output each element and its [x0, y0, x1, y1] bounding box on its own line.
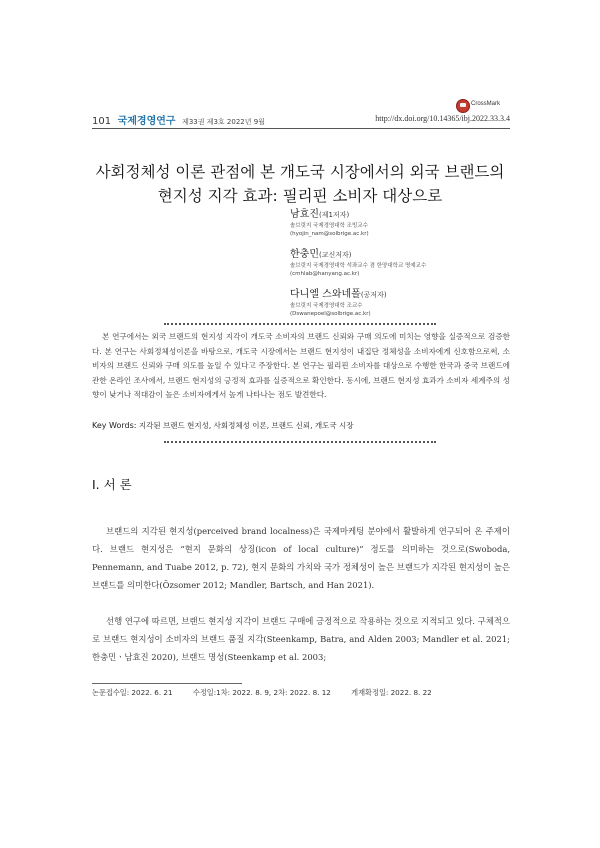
- body-paragraph-1: 브랜드의 지각된 현지성(perceived brand localness)은 국제마케팅 분야에서 활발하게 연구되어 온 주제이다. 브랜드 현지성은 “현지 문화의 상징(icon of local culture)” 정도를 의미하는 것으로(Swoboda, Pennemann, and Tuabe 2012, p. 72), 현지 문화의 가치와 국가 정체성이 높은 브랜드가 지각된 현지성이 높은 브랜드를 의미한다(Özsomer 2012; Mandler, Bartsch, and Han 2021).: [92, 526, 510, 590]
- abstract-bottom-divider: [164, 441, 436, 443]
- author-block: [290, 288, 530, 318]
- author-name-line: [290, 208, 530, 222]
- revised-date: 수정일:1차: 2022. 8. 9, 2차: 2022. 8. 12: [192, 688, 331, 697]
- body-paragraph-2: 선행 연구에 따르면, 브랜드 현지성 지각이 브랜드 구매에 긍정적으로 작용하는 것으로 지적되고 있다. 구체적으로 브랜드 현지성이 소비자의 브랜드 품질 지각(Steenkamp, Batra, and Alden 2003; Mandler et al. 2021; 한충민ㆍ남효진 2020), 브랜드 명성(Steenkamp et al. 2003;: [92, 616, 510, 662]
- author-email[interactable]: (Dswanepoel@solbrige.ac.kr): [290, 311, 371, 317]
- author-name-line: [290, 248, 530, 262]
- author-block: [290, 248, 530, 278]
- author-email[interactable]: (hyojin_nam@solbrige.ac.kr): [290, 231, 369, 237]
- keywords: [92, 420, 510, 431]
- accepted-date: 게재확정일: 2022. 8. 22: [351, 688, 432, 697]
- author-block: [290, 208, 530, 238]
- author-role: (제1저자): [318, 211, 350, 219]
- footnote-divider: [92, 683, 242, 684]
- author-role: (교신저자): [318, 251, 352, 259]
- header-journal-info: [92, 112, 265, 127]
- author-list: [290, 208, 530, 328]
- title-line-2: 현지성 지각 효과: 필리핀 소비자 대상으로: [157, 187, 443, 205]
- author-affiliation: 솔브릿지 국제경영대학 석좌교수 겸 한양대학교 명예교수: [290, 263, 427, 269]
- crossmark-badge[interactable]: [456, 99, 506, 113]
- journal-name: 국제경영연구: [117, 116, 176, 127]
- received-date: 논문접수일: 2022. 6. 21: [92, 688, 173, 697]
- keywords-text: 지각된 브랜드 현지성, 사회정체성 이론, 브랜드 신뢰, 개도국 시장: [138, 421, 354, 430]
- author-email[interactable]: (cmhlab@hanyang.ac.kr): [290, 271, 360, 277]
- keywords-label: Key Words:: [92, 421, 137, 430]
- author-role: (공저자): [360, 291, 387, 299]
- author-name: 남효진: [290, 209, 319, 220]
- running-header: [92, 112, 510, 128]
- abstract-text: 본 연구에서는 외국 브랜드의 현지성 지각이 개도국 소비자의 브랜드 신뢰와 구매 의도에 미치는 영향을 실증적으로 검증한다. 본 연구는 사회정체성이론을 바탕으로, 개도국 시장에서는 브랜드 현지성이 내집단 정체성을 소비자에게 신호함으로써, 소비자의 브랜드 신뢰와 구매 의도를 높일 수 있다고 주장한다. 본 연구는 필리핀 소비자를 대상으로 수행한 한국과 중국 브랜드에 관한 온라인 조사에서, 브랜드 현지성의 긍정적 효과를 실증적으로 확인한다. 동시에, 브랜드 현지성 효과가 소비자 세계주의 성향이 낮거나 적대감이 높은 소비자에게서 높게 나타나는 점도 발견한다.: [92, 332, 510, 400]
- title-line-1: 사회정체성 이론 관점에 본 개도국 시장에서의 외국 브랜드의: [95, 163, 505, 181]
- submission-dates: [92, 688, 510, 698]
- header-divider: [92, 128, 510, 129]
- abstract-top-divider: [164, 323, 436, 325]
- author-affiliation: 솔브릿지 국제경영대학 조교수: [290, 303, 363, 309]
- crossmark-label: CrossMark: [471, 101, 501, 107]
- author-name-line: [290, 288, 530, 302]
- author-affiliation: 솔브릿지 국제경영대학 조빙교수: [290, 223, 368, 229]
- doi-link[interactable]: http://dx.doi.org/10.14365/ibj.2022.33.3.4: [375, 114, 510, 123]
- crossmark-icon: [456, 99, 470, 113]
- paper-title: [60, 160, 540, 208]
- author-name: 다니엘 스와네폴: [290, 289, 361, 300]
- volume-info: 제33권 제3호 2022년 9월: [182, 118, 265, 126]
- section-heading: Ⅰ. 서 론: [92, 477, 132, 492]
- author-name: 한충민: [290, 249, 319, 260]
- page-number: 101: [92, 116, 112, 127]
